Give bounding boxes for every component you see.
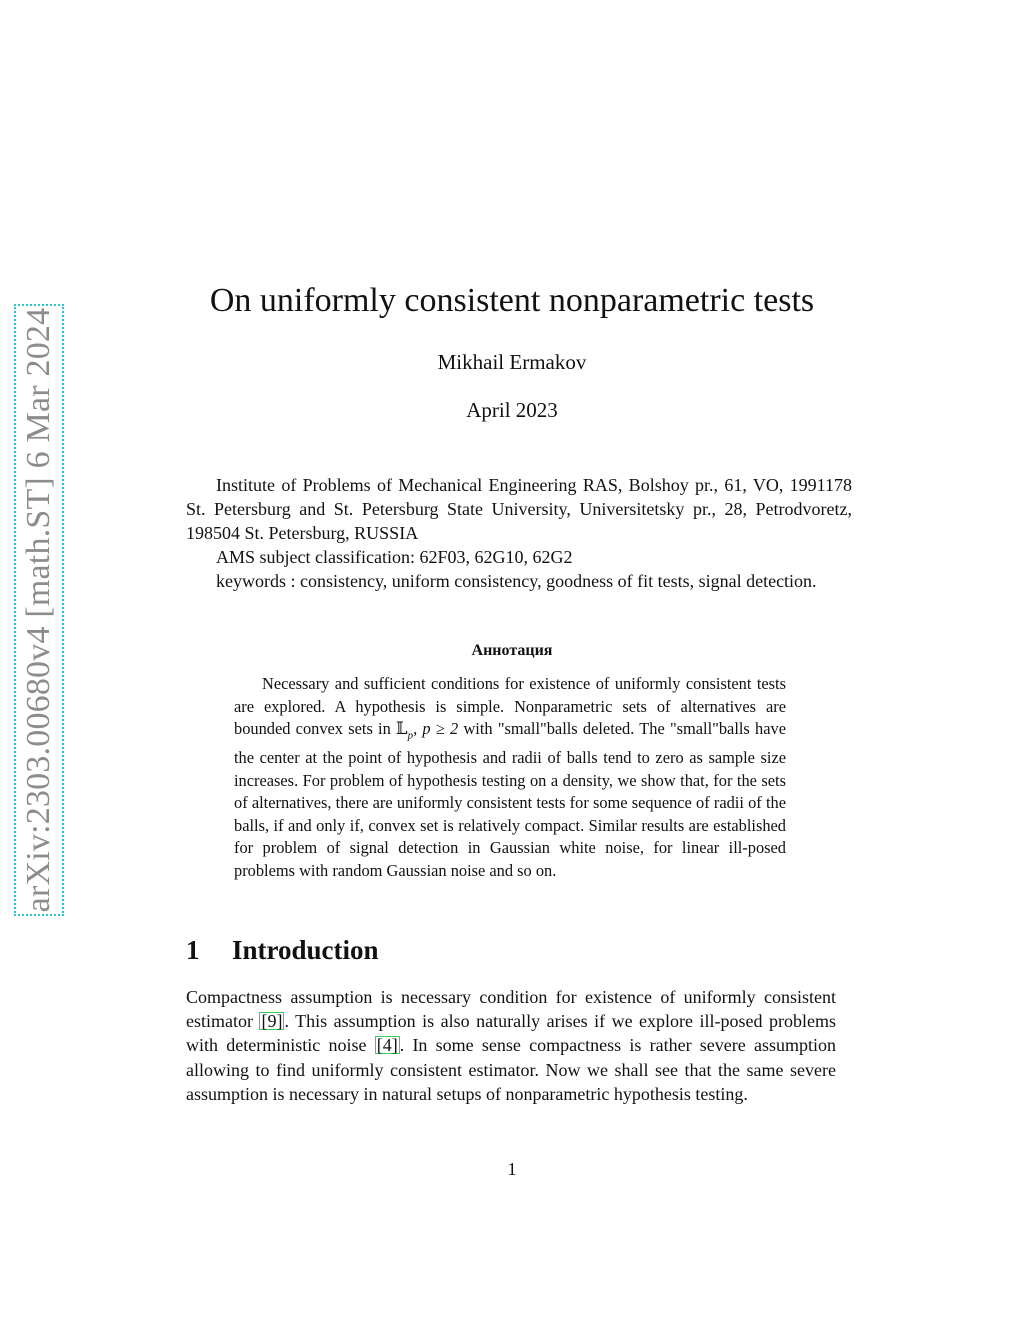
abstract-text-part2: with "small"balls deleted. The "small"balls have the center at the point of hypothesis and radii of balls tend to zero as sample size increases. For problem of hypothesis testing on a density, we show that, for the sets of alternatives, there are uniformly consistent tests for some sequence of radii of the balls, if and only if, convex set is relatively compact. Similar results are established for problem of signal detection in Gaussian white noise, for linear ill-posed problems with random Gaussian noise and so on.: [234, 719, 786, 881]
affiliation: Institute of Problems of Mechanical Engineering RAS, Bolshoy pr., 61, VO, 1991178 St. Petersburg and St. Petersburg State University, Universitetsky pr., 28, Petrodvoretz, 198504 St. Petersburg, RUSSIA: [186, 475, 852, 543]
section-title: Introduction: [232, 935, 379, 965]
abstract-text-part1: Necessary and sufficient conditions for existence of uniformly consistent tests are explored. A hypothesis is simple. Nonparametric sets of alternatives are bounded convex sets in: [234, 674, 786, 739]
section-heading-introduction: [186, 932, 379, 968]
abstract-text: [234, 673, 786, 883]
author-name: Mikhail Ermakov: [437, 350, 587, 374]
keywords: keywords : consistency, uniform consistency, goodness of fit tests, signal detection.: [216, 571, 817, 591]
intro-text-part1: Compactness assumption is necessary condition for existence of uniformly consistent estimator: [186, 987, 836, 1032]
arxiv-identifier[interactable]: arXiv:2303.00680v4 [math.ST] 6 Mar 2024: [20, 307, 57, 913]
intro-text-part2: . This assumption is also naturally arises if we explore ill-posed problems with deterministic noise: [186, 1011, 837, 1056]
ams-classification: AMS subject classification: 62F03, 62G10, 62G2: [216, 547, 573, 567]
intro-text-part3: . In some sense compactness is rather severe assumption allowing to find uniformly consistent estimator. Now we shall see that the same severe assumption is necessary in natural setups of nonparametric hypothesis testing.: [186, 1035, 837, 1104]
math-separator: ,: [413, 719, 423, 739]
paper-date: April 2023: [466, 398, 558, 422]
paper-title: On uniformly consistent nonparametric tests: [209, 282, 815, 319]
page-number: 1: [507, 1159, 517, 1179]
math-space-symbol: 𝕃: [396, 719, 408, 739]
citation-link-4[interactable]: [4]: [376, 1035, 398, 1056]
math-condition: p ≥ 2: [422, 719, 459, 739]
front-matter: [186, 473, 852, 593]
section-number: 1: [186, 935, 200, 965]
arxiv-stamp: [14, 304, 64, 916]
citation-link-9[interactable]: [9]: [261, 1011, 283, 1032]
math-space-subscript: p: [407, 729, 414, 742]
abstract-heading: Аннотация: [471, 642, 553, 659]
introduction-paragraph: [186, 985, 836, 1106]
